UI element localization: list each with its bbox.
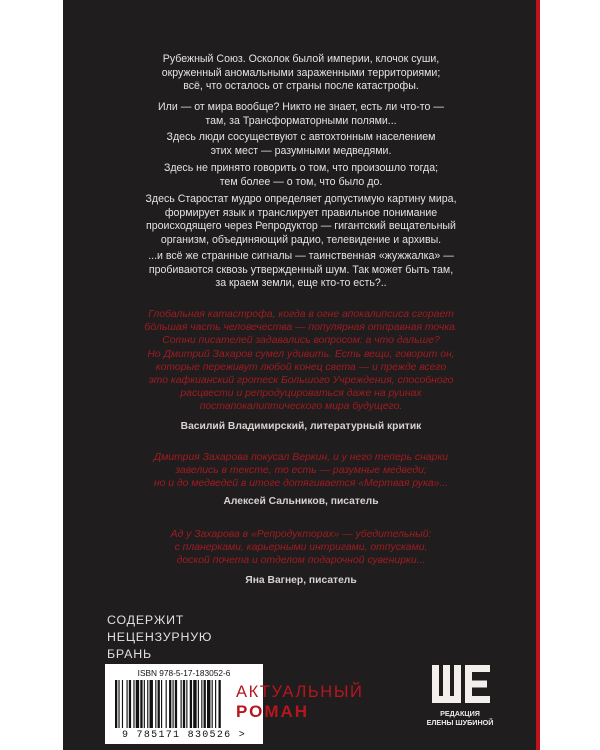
barcode-bar (127, 680, 128, 728)
barcode-bar (150, 680, 153, 728)
barcode-bar (190, 680, 192, 728)
barcode-bar (204, 680, 206, 728)
barcode-bar (212, 680, 213, 728)
barcode-bar (207, 680, 210, 728)
series-title-line2: РОМАН (236, 702, 310, 721)
blurb-text (86, 53, 516, 94)
barcode-bar (175, 680, 177, 728)
profanity-warning: СОДЕРЖИТ НЕЦЕНЗУРНУЮ БРАНЬ (107, 613, 213, 661)
publisher-logo (428, 662, 494, 708)
barcode-bar (133, 680, 134, 728)
isbn-text: ISBN 978-5-17-183052-6 (137, 668, 231, 678)
blurb-paragraph-6: ...и всё же странные сигналы — таинственная «жужжалка» — пробиваются сквозь утвержденный шум. Так может быть там, за краем земли, еще кто-то есть?.. (148, 250, 454, 289)
barcode-bar (169, 680, 171, 728)
barcode-bar (136, 680, 139, 728)
barcode-bar (181, 680, 182, 728)
barcode-bar (173, 680, 174, 728)
series-title-line1: АКТУАЛЬНЫЙ (236, 683, 364, 701)
barcode-bar (166, 680, 167, 728)
review-quote-2: Дмитрия Захарова покусал Веркин, и у него теперь снарки завелись в тексте, то есть — разумные медведи; но и до медведей в итоге дотягивается «Мертвая рука»... (153, 452, 449, 490)
review-author-1: Василий Владимирский, литературный критик (180, 421, 422, 432)
barcode-bar (161, 680, 162, 728)
blurb-paragraph-4: Здесь не принято говорить о том, что произошло тогда; тем более — о том, что было до. (163, 162, 439, 188)
barcode-bar (118, 680, 119, 728)
blurb-paragraph-1: Рубежный Союз. Осколок былой империи, клочок суши, окруженный аномальными зараженными территориями; всё, что осталось от страны после катастрофы. (161, 53, 441, 92)
barcode-bar (183, 680, 185, 728)
barcode-digits: 9 785171 830526 > (121, 730, 247, 741)
review-author-3: Яна Вагнер, писатель (245, 575, 357, 586)
barcode-bar (144, 680, 145, 728)
review-author-2: Алексей Сальников, писатель (223, 496, 379, 507)
barcode-bar (147, 680, 148, 728)
barcode-bar (115, 680, 117, 728)
barcode-bars (114, 680, 254, 728)
blurb-paragraph-2: Или — от мира вообще? Никто не знает, есть ли что-то — там, за Трансформаторными полями... (158, 101, 444, 127)
barcode-bar (219, 680, 221, 728)
barcode-bar (122, 680, 123, 728)
blurb-paragraph-3: Здесь люди сосуществуют с автохтонным населением этих мест — разумными медведями. (166, 131, 436, 157)
blurb-paragraph-5: Здесь Старостат мудро определяет допустимую картину мира, формирует язык и транслирует правильное понимание происходящего через Репродуктор — гигантский вещательный организм, объединяющий радио, телевидение и архивы. (145, 193, 457, 246)
barcode-bar (129, 680, 131, 728)
review-quote-3: Ад у Захарова в «Репродукторах» — убедительный: с планерками, карьерными интригами, отпусками, доской почета и отделом подарочной сувенирки... (170, 529, 432, 567)
barcode-bar (198, 680, 199, 728)
barcode-bar (186, 680, 187, 728)
barcode-bar (140, 680, 142, 728)
barcode-bar (193, 680, 196, 728)
review-quote-1: Глобальная катастрофа, когда в огне апокалипсиса сгорает бóльшая часть человечества — популярная отправная точка. Сотни писателей задавались вопросом: а что дальше? Но Дмитрий Захаров сумел удивить. Есть вещи, говорит он, которые переживут любой конец света — и прежде всего это кафкианский гротеск Большого Учреждения, способного расцвести и репродуцироваться даже на руинах постапокалиптического мира будущего. (144, 309, 458, 413)
barcode-bar (201, 680, 202, 728)
barcode-bar (215, 680, 216, 728)
barcode-bar (155, 680, 156, 728)
barcode-bar (158, 680, 160, 728)
publisher-caption: РЕДАКЦИЯ ЕЛЕНЫ ШУБИНОЙ (426, 709, 494, 728)
spine-red-stripe (536, 0, 540, 750)
